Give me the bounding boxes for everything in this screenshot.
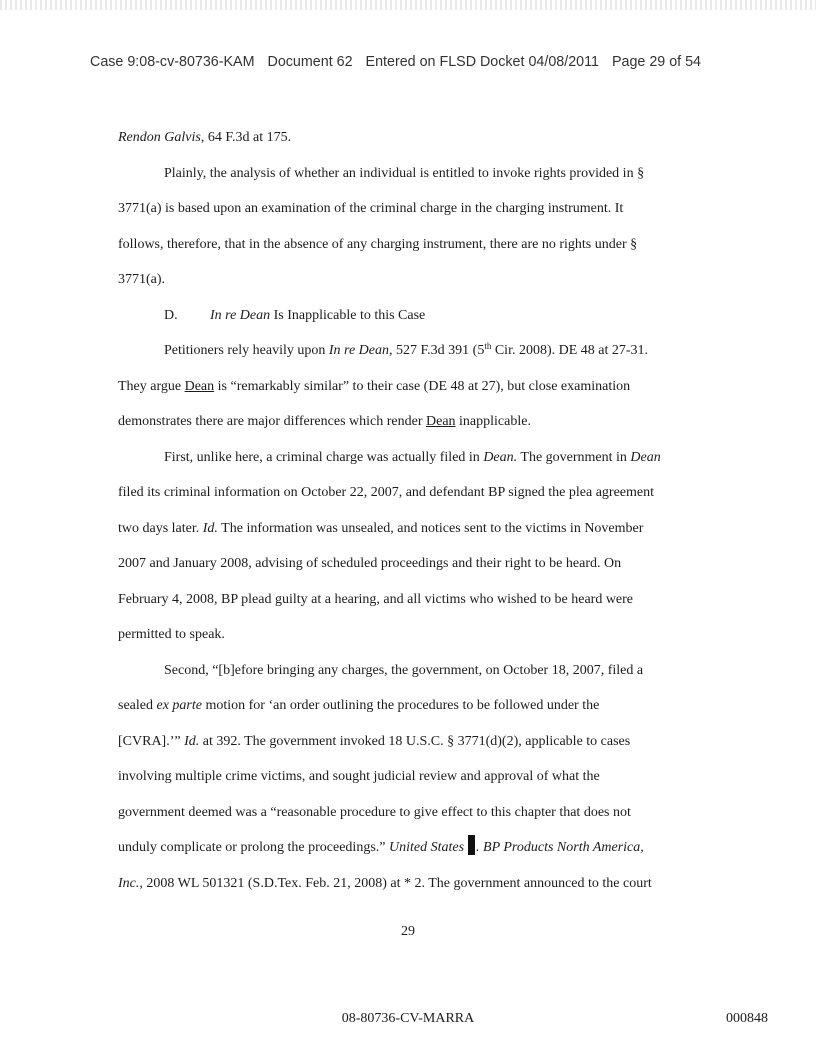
text-line: permitted to speak. [118,627,225,642]
text-line: 3771(a). [118,272,166,287]
court-header [90,54,750,70]
document-number: Document 62 [267,54,353,70]
text-line: 2007 and January 2008, advising of scheduled proceedings and their right to be heard. On [118,556,622,571]
text-line: two days later. Id. The information was unsealed, and notices sent to the victims in November [118,520,644,536]
redaction-mark [468,835,475,855]
text-line: Inc., 2008 WL 501321 (S.D.Tex. Feb. 21, 2008) at * 2. The government announced to the court [118,875,652,891]
scan-artifact [0,0,816,10]
text-line: [CVRA].’” Id. at 392. The government invoked 18 U.S.C. § 3771(d)(2), applicable to cases [118,733,631,749]
text-line: sealed ex parte motion for ‘an order outlining the procedures to be followed under the [118,698,600,713]
text-line: filed its criminal information on October 22, 2007, and defendant BP signed the plea agreement [118,485,654,500]
page-number: 29 [401,924,415,939]
paragraph-start: First, unlike here, a criminal charge was actually filed in Dean. The government in Dean [164,449,661,465]
text-line: involving multiple crime victims, and sought judicial review and approval of what the [118,769,600,784]
text-line: 3771(a) is based upon an examination of the criminal charge in the charging instrument. It [118,201,624,216]
text-line: February 4, 2008, BP plead guilty at a hearing, and all victims who wished to be heard were [118,591,634,607]
docket-entry: Entered on FLSD Docket 04/08/2011 [365,54,599,70]
text-line: unduly complicate or prolong the proceedings.” United States . BP Products North America, [118,830,704,866]
document-body [118,120,704,901]
text-line: They argue Dean is “remarkably similar” to their case (DE 48 at 27), but close examination [118,378,631,394]
text-line: demonstrates there are major differences which render Dean inapplicable. [118,414,531,429]
text-line: government deemed was a “reasonable procedure to give effect to this chapter that does not [118,804,631,820]
text-line: Rendon Galvis, 64 F.3d at 175. [118,130,292,145]
text-line: follows, therefore, that in the absence of any charging instrument, there are no rights under § [118,236,638,252]
paragraph-start: Second, “[b]efore bringing any charges, the government, on October 18, 2007, filed a [164,662,644,678]
section-heading: D. In re Dean Is Inapplicable to this Case [164,307,426,323]
case-number: Case 9:08-cv-80736-KAM [90,54,255,70]
bates-number: 000848 [726,1011,768,1026]
page-of-total: Page 29 of 54 [611,54,701,70]
bates-case-label: 08-80736-CV-MARRA [341,1011,475,1026]
paragraph-start: Plainly, the analysis of whether an individual is entitled to invoke rights provided in § [164,165,645,181]
paragraph-start: Petitioners rely heavily upon In re Dean, 527 F.3d 391 (5th Cir. 2008). DE 48 at 27-31. [164,341,649,358]
